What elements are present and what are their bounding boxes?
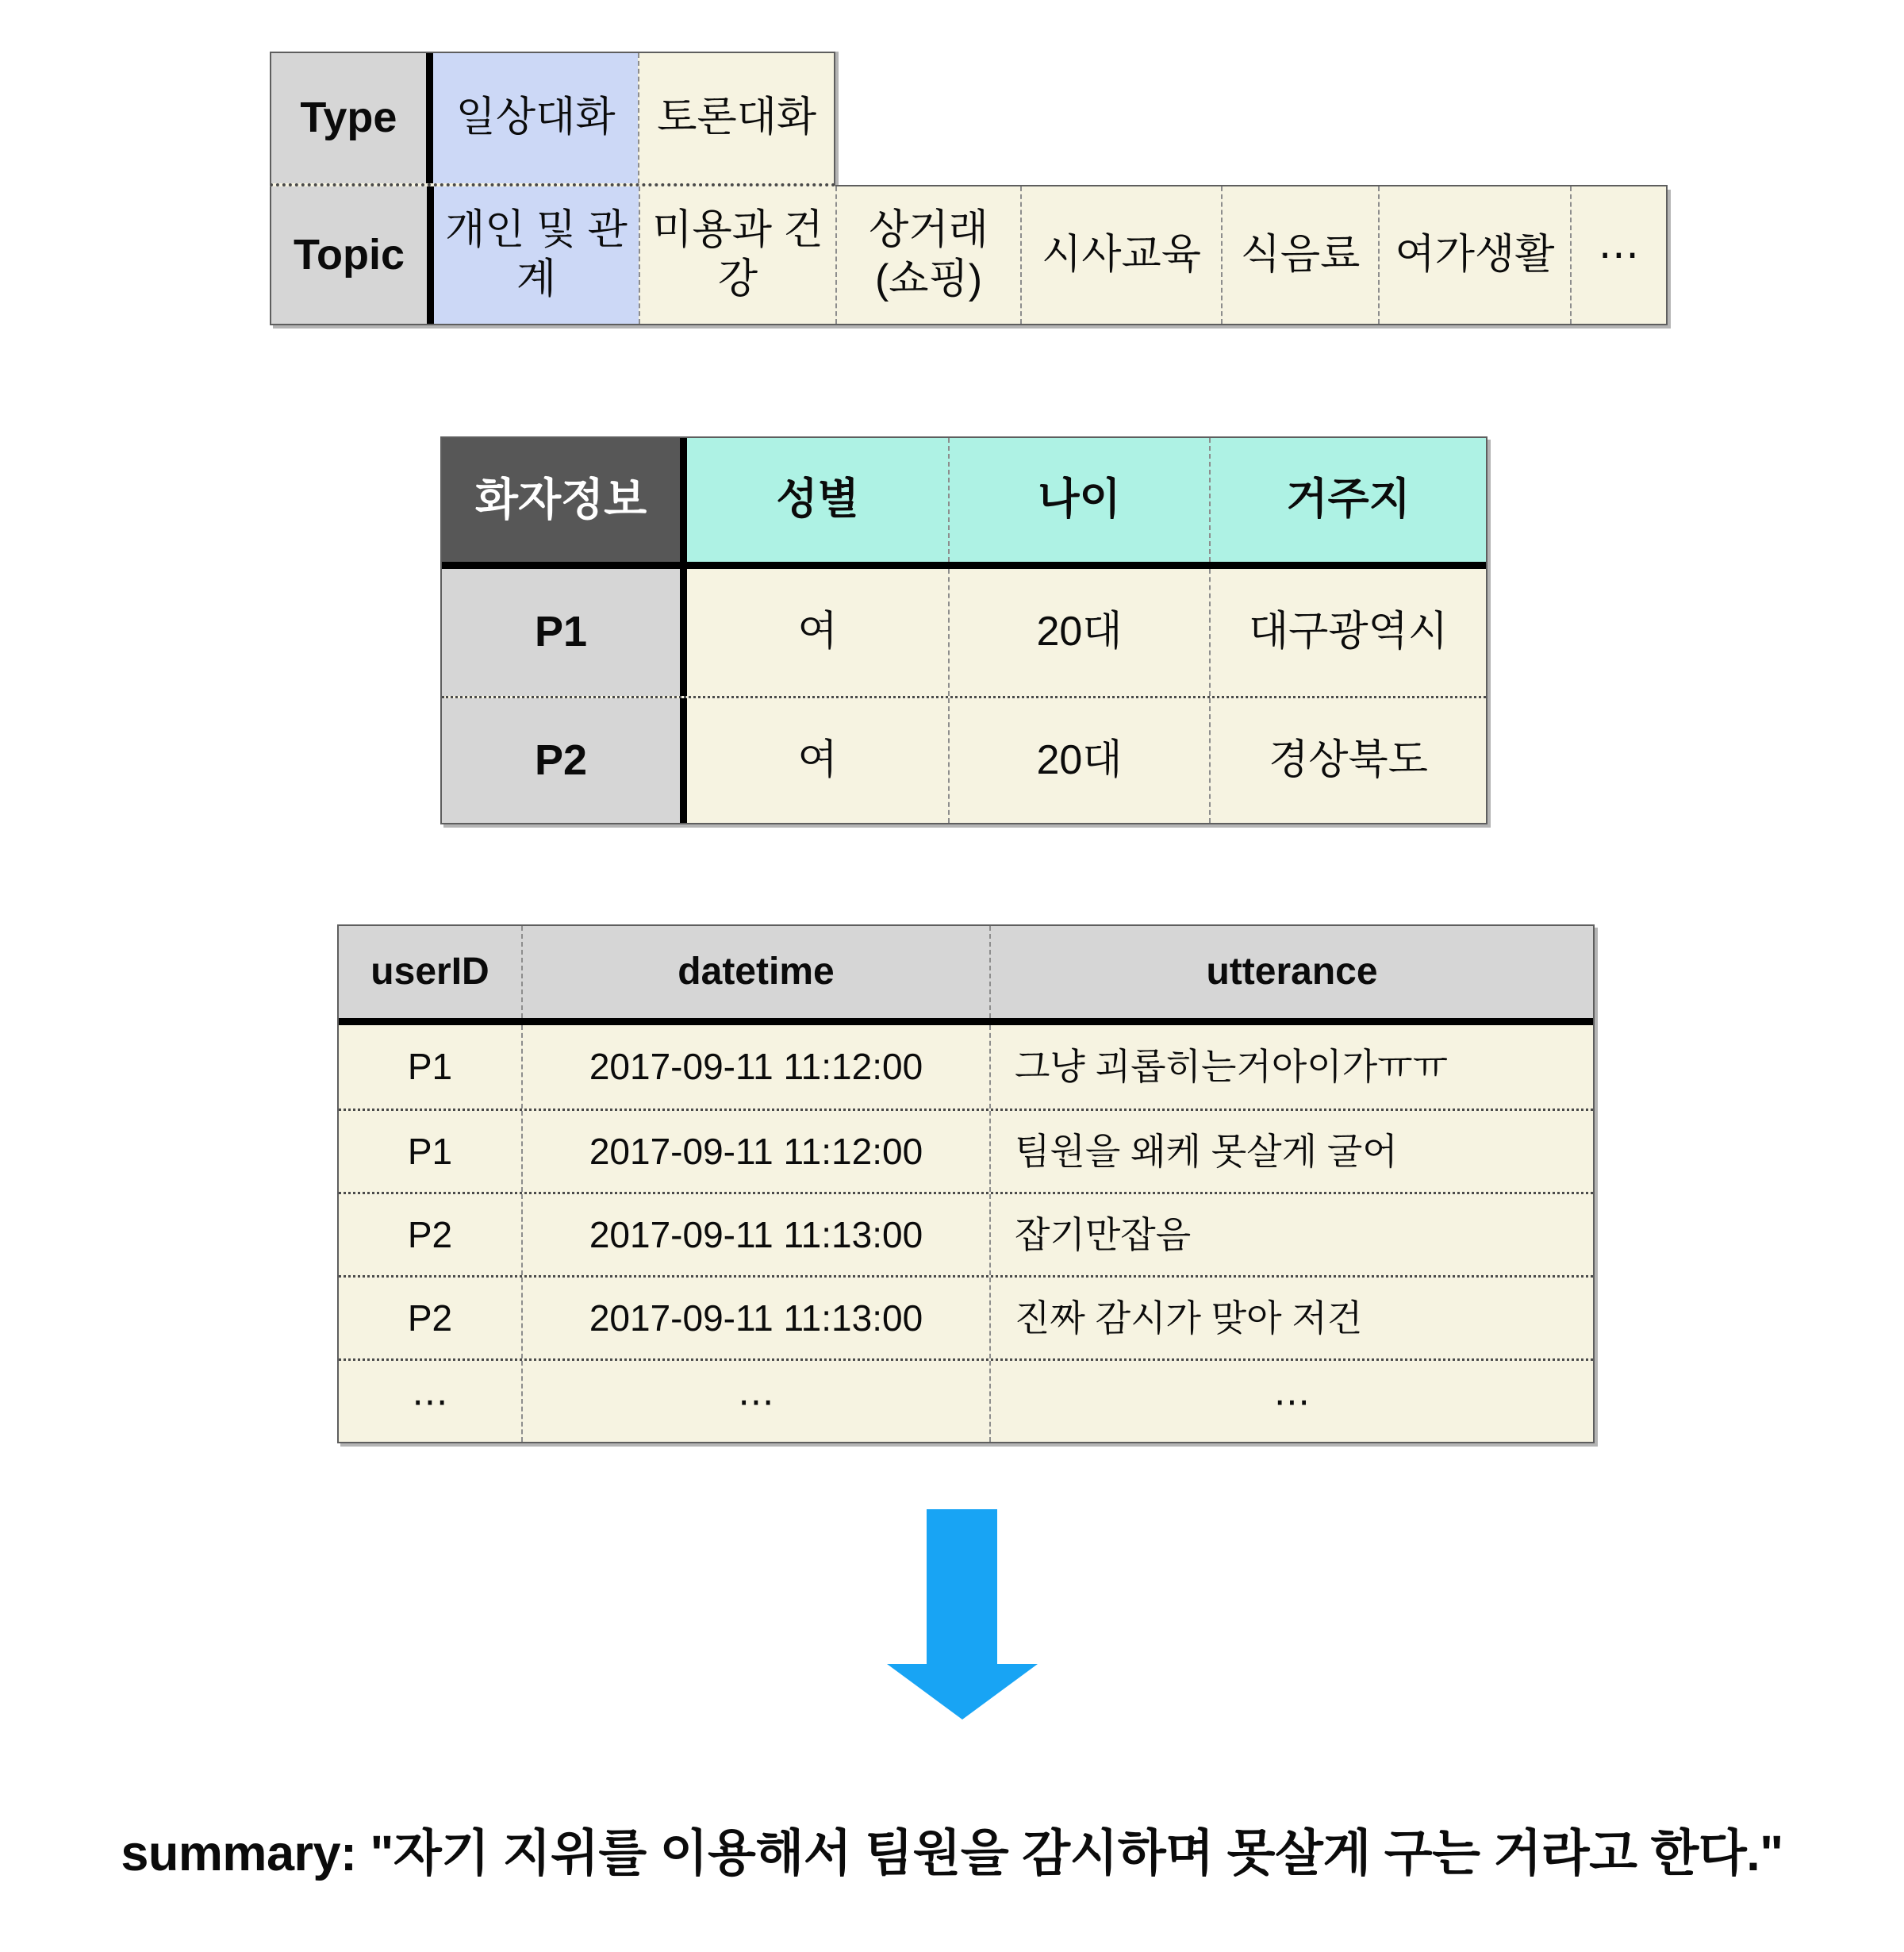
speaker-col-gender: 성별: [687, 438, 948, 562]
summary-caption: summary: "자기 지위를 이용해서 팀원을 감시하며 못살게 구는 거라고 한다.": [121, 1826, 1783, 1881]
speaker-p1-residence: 대구광역시: [1209, 569, 1486, 696]
topic-cell-personal-relations: 개인 및 관계: [434, 186, 639, 324]
topic-cell-beauty-health: 미용과 건강: [639, 186, 835, 324]
utterance-4-text: 진짜 감시가 맞아 저건: [989, 1278, 1593, 1358]
type-row: [270, 52, 835, 186]
utterance-row-2: [339, 1109, 1593, 1192]
type-row-header: Type: [271, 53, 433, 183]
utterance-col-userid: userID: [339, 926, 521, 1018]
utterance-1-datetime: 2017-09-11 11:12:00: [521, 1025, 989, 1109]
utterance-row-ellipsis: [339, 1358, 1593, 1442]
topic-cell-current-affairs-education: 시사교육: [1020, 186, 1221, 324]
topic-row-header: Topic: [271, 186, 434, 324]
utterance-3-datetime: 2017-09-11 11:13:00: [521, 1194, 989, 1275]
topic-cell-ellipsis: ⋯: [1570, 186, 1666, 324]
type-cell-daily-conversation: 일상대화: [433, 53, 639, 183]
utterance-ellipsis-text: ⋯: [989, 1361, 1593, 1442]
utterance-table: [337, 924, 1595, 1443]
topic-cell-food-beverage: 식음료: [1221, 186, 1378, 324]
speaker-p2-age: 20대: [948, 698, 1209, 823]
speaker-p2-gender: 여: [687, 698, 948, 823]
speaker-row-header-p1: P1: [442, 569, 687, 696]
speaker-row-p1: [442, 569, 1486, 696]
utterance-row-4: [339, 1275, 1593, 1358]
down-arrow-icon: [886, 1508, 1038, 1722]
utterance-ellipsis-userid: ⋯: [339, 1361, 521, 1442]
speaker-p2-residence: 경상북도: [1209, 698, 1486, 823]
speaker-col-age: 나이: [948, 438, 1209, 562]
utterance-3-userid: P2: [339, 1194, 521, 1275]
utterance-2-datetime: 2017-09-11 11:12:00: [521, 1111, 989, 1192]
utterance-2-userid: P1: [339, 1111, 521, 1192]
speaker-p1-gender: 여: [687, 569, 948, 696]
utterance-3-text: 잡기만잡음: [989, 1194, 1593, 1275]
speaker-header-row: [442, 438, 1486, 569]
type-cell-debate-conversation: 토론대화: [638, 53, 834, 183]
utterance-row-1: [339, 1025, 1593, 1109]
speaker-corner-header: 화자정보: [442, 438, 687, 562]
speaker-p1-age: 20대: [948, 569, 1209, 696]
topic-row: [270, 186, 1668, 325]
speaker-info-table: [440, 436, 1488, 824]
topic-cell-leisure-life: 여가생활: [1378, 186, 1570, 324]
utterance-ellipsis-datetime: ⋯: [521, 1361, 989, 1442]
utterance-2-text: 팀원을 왜케 못살게 굴어: [989, 1111, 1593, 1192]
speaker-row-header-p2: P2: [442, 698, 687, 823]
utterance-col-utterance: utterance: [989, 926, 1593, 1018]
utterance-1-text: 그냥 괴롭히는거아이가ㅠㅠ: [989, 1025, 1593, 1109]
utterance-row-3: [339, 1192, 1593, 1275]
utterance-header-row: [339, 926, 1593, 1025]
topic-cell-commerce-shopping: 상거래 (쇼핑): [835, 186, 1020, 324]
speaker-col-residence: 거주지: [1209, 438, 1486, 562]
utterance-4-userid: P2: [339, 1278, 521, 1358]
utterance-4-datetime: 2017-09-11 11:13:00: [521, 1278, 989, 1358]
utterance-col-datetime: datetime: [521, 926, 989, 1018]
utterance-1-userid: P1: [339, 1025, 521, 1109]
speaker-row-p2: [442, 696, 1486, 823]
